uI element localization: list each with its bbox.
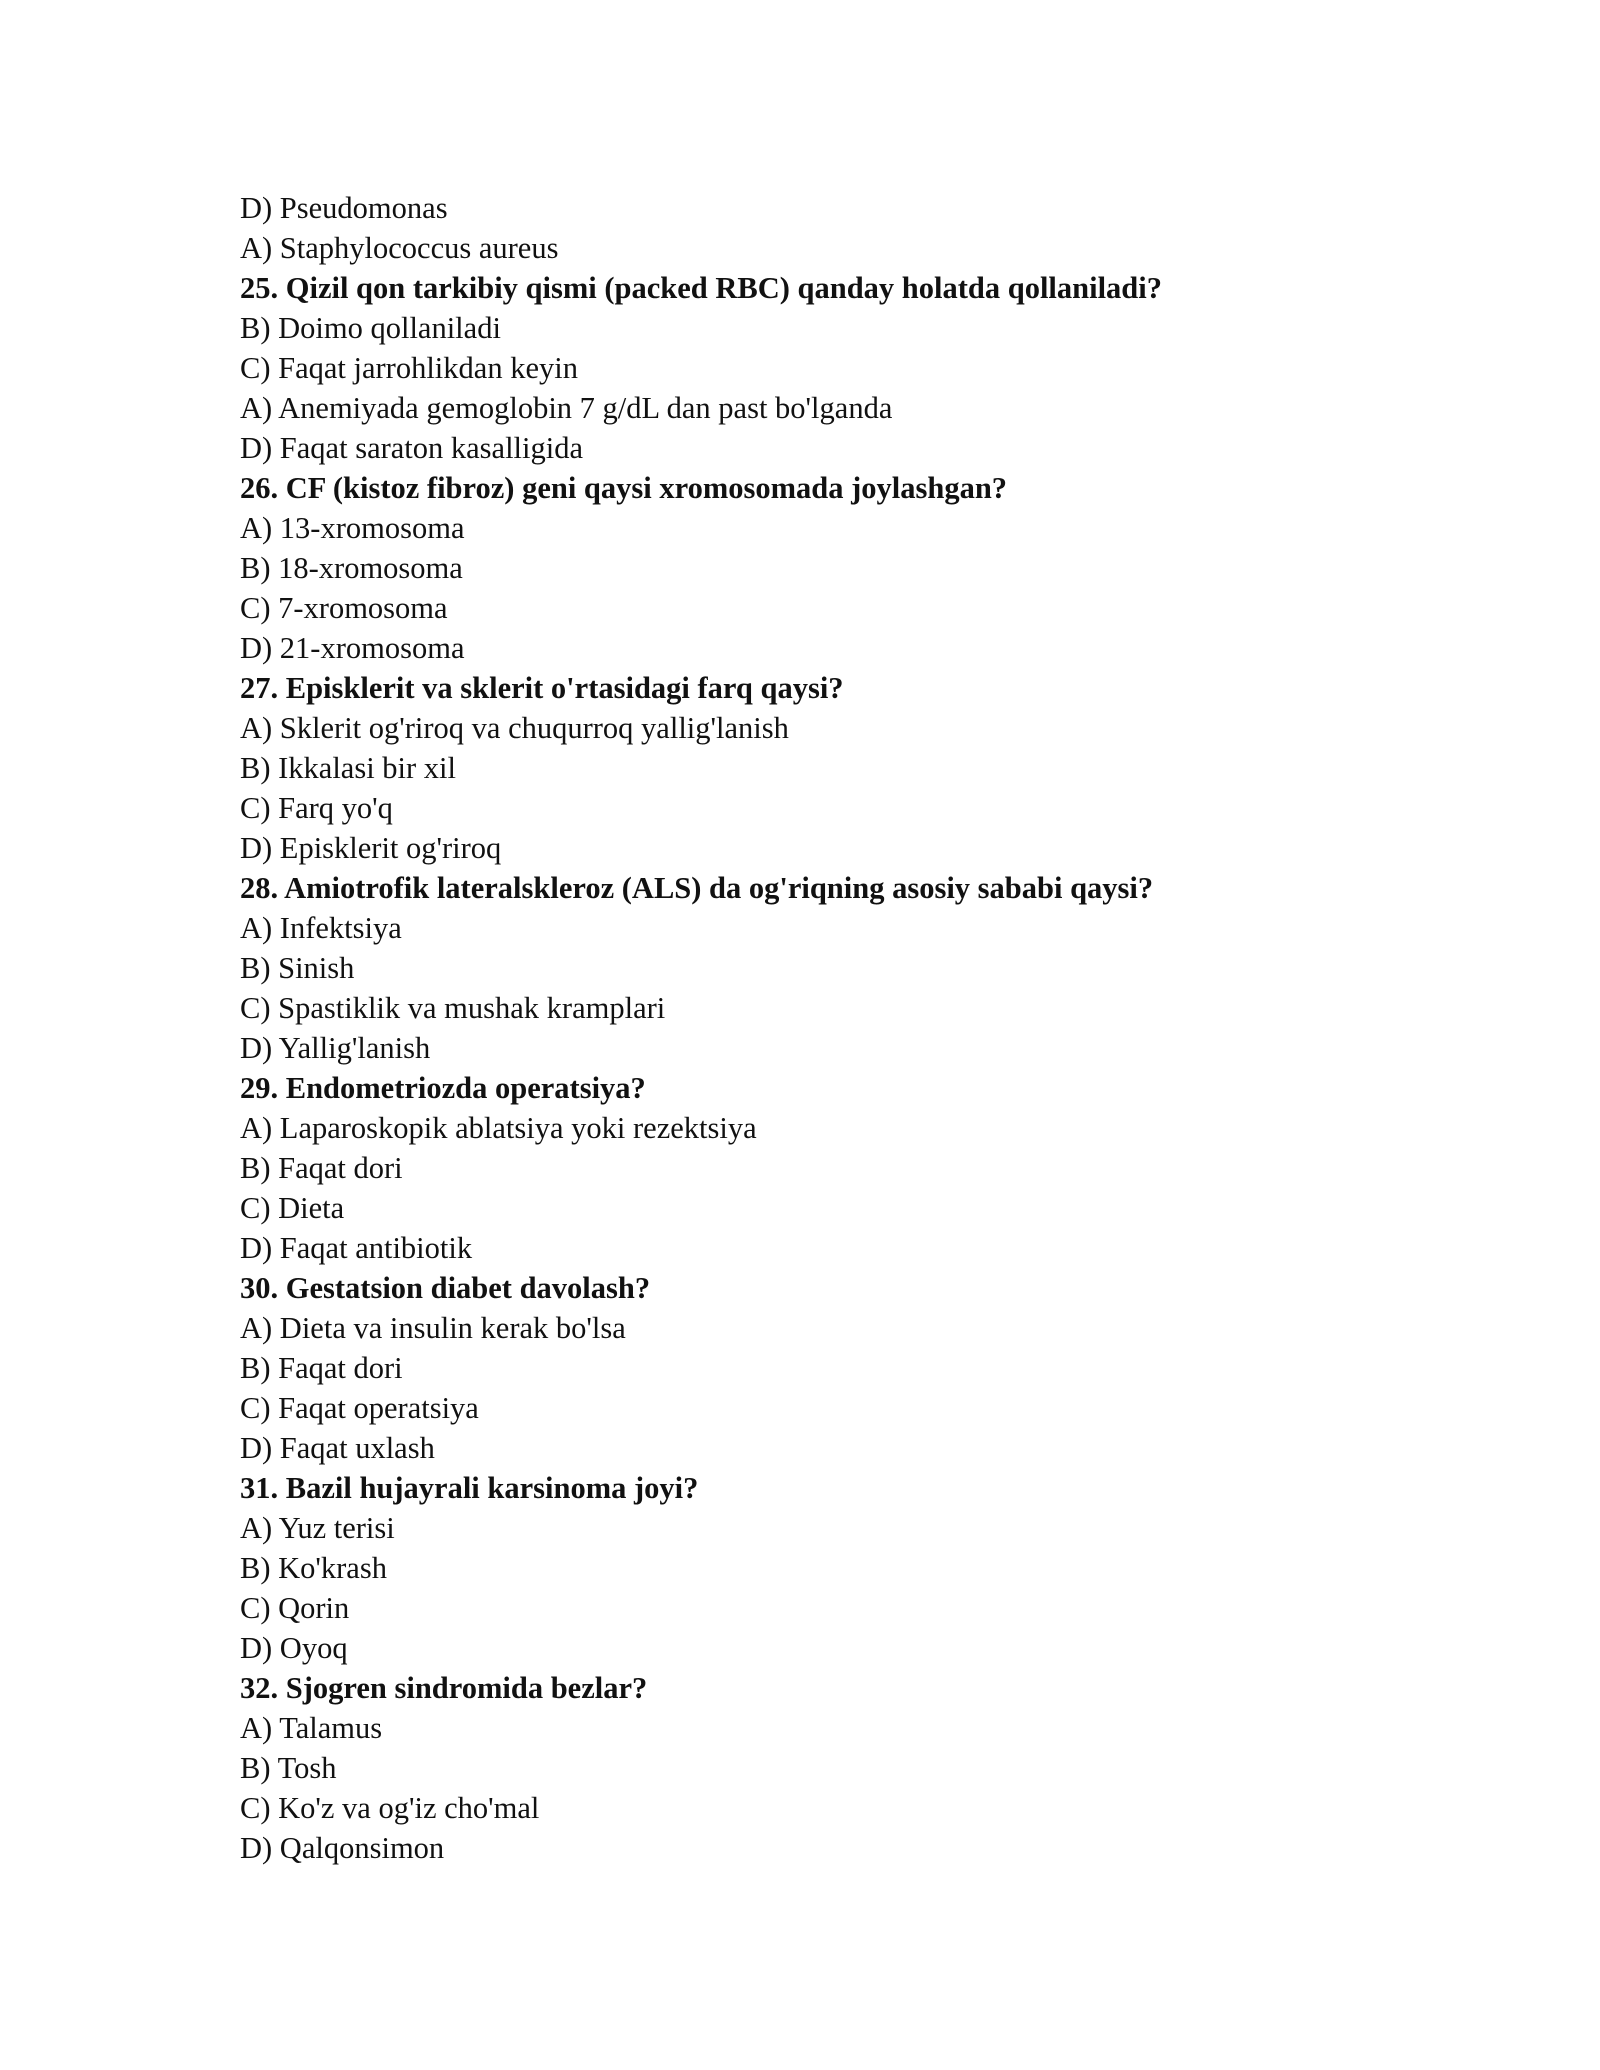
question-text: 27. Episklerit va sklerit o'rtasidagi farq qaysi? [240, 671, 844, 705]
answer-option: A) Talamus [240, 1711, 383, 1745]
answer-option: D) Faqat uxlash [240, 1431, 435, 1465]
answer-option: A) 13-xromosoma [240, 511, 465, 545]
question-text: 29. Endometriozda operatsiya? [240, 1071, 646, 1105]
answer-option: B) 18-xromosoma [240, 551, 463, 585]
answer-option: A) Sklerit og'riroq va chuqurroq yallig'lanish [240, 711, 789, 745]
answer-option: D) Pseudomonas [240, 191, 448, 225]
answer-option: D) Faqat antibiotik [240, 1231, 473, 1265]
answer-option: C) Farq yo'q [240, 791, 393, 825]
answer-option: B) Doimo qollaniladi [240, 311, 501, 345]
answer-option: B) Faqat dori [240, 1151, 403, 1185]
answer-option: A) Dieta va insulin kerak bo'lsa [240, 1311, 626, 1345]
answer-option: A) Yuz terisi [240, 1511, 395, 1545]
question-text: 30. Gestatsion diabet davolash? [240, 1271, 651, 1305]
answer-option: D) Qalqonsimon [240, 1831, 445, 1865]
answer-option: C) Faqat jarrohlikdan keyin [240, 351, 578, 385]
answer-option: B) Sinish [240, 951, 355, 985]
answer-option: C) Dieta [240, 1191, 345, 1225]
question-text: 28. Amiotrofik lateralskleroz (ALS) da og'riqning asosiy sababi qaysi? [240, 871, 1154, 905]
answer-option: D) Yallig'lanish [240, 1031, 431, 1065]
answer-option: C) Faqat operatsiya [240, 1391, 479, 1425]
answer-option: A) Laparoskopik ablatsiya yoki rezektsiya [240, 1111, 757, 1145]
answer-option: A) Infektsiya [240, 911, 402, 945]
answer-option: A) Staphylococcus aureus [240, 231, 559, 265]
question-text: 25. Qizil qon tarkibiy qismi (packed RBC) qanday holatda qollaniladi? [240, 271, 1162, 305]
answer-option: D) 21-xromosoma [240, 631, 465, 665]
answer-option: C) Qorin [240, 1591, 350, 1625]
question-text: 26. CF (kistoz fibroz) geni qaysi xromosomada joylashgan? [240, 471, 1008, 505]
answer-option: D) Episklerit og'riroq [240, 831, 502, 865]
answer-option: D) Faqat saraton kasalligida [240, 431, 584, 465]
answer-option: B) Tosh [240, 1751, 337, 1785]
answer-option: A) Anemiyada gemoglobin 7 g/dL dan past bo'lganda [240, 391, 893, 425]
answer-option: B) Ikkalasi bir xil [240, 751, 457, 785]
question-text: 32. Sjogren sindromida bezlar? [240, 1671, 648, 1705]
answer-option: C) 7-xromosoma [240, 591, 448, 625]
answer-option: B) Faqat dori [240, 1351, 403, 1385]
answer-option: B) Ko'krash [240, 1551, 387, 1585]
answer-option: C) Ko'z va og'iz cho'mal [240, 1791, 540, 1825]
answer-option: D) Oyoq [240, 1631, 348, 1665]
question-text: 31. Bazil hujayrali karsinoma joyi? [240, 1471, 699, 1505]
answer-option: C) Spastiklik va mushak kramplari [240, 991, 666, 1025]
document-body [240, 188, 1420, 1868]
